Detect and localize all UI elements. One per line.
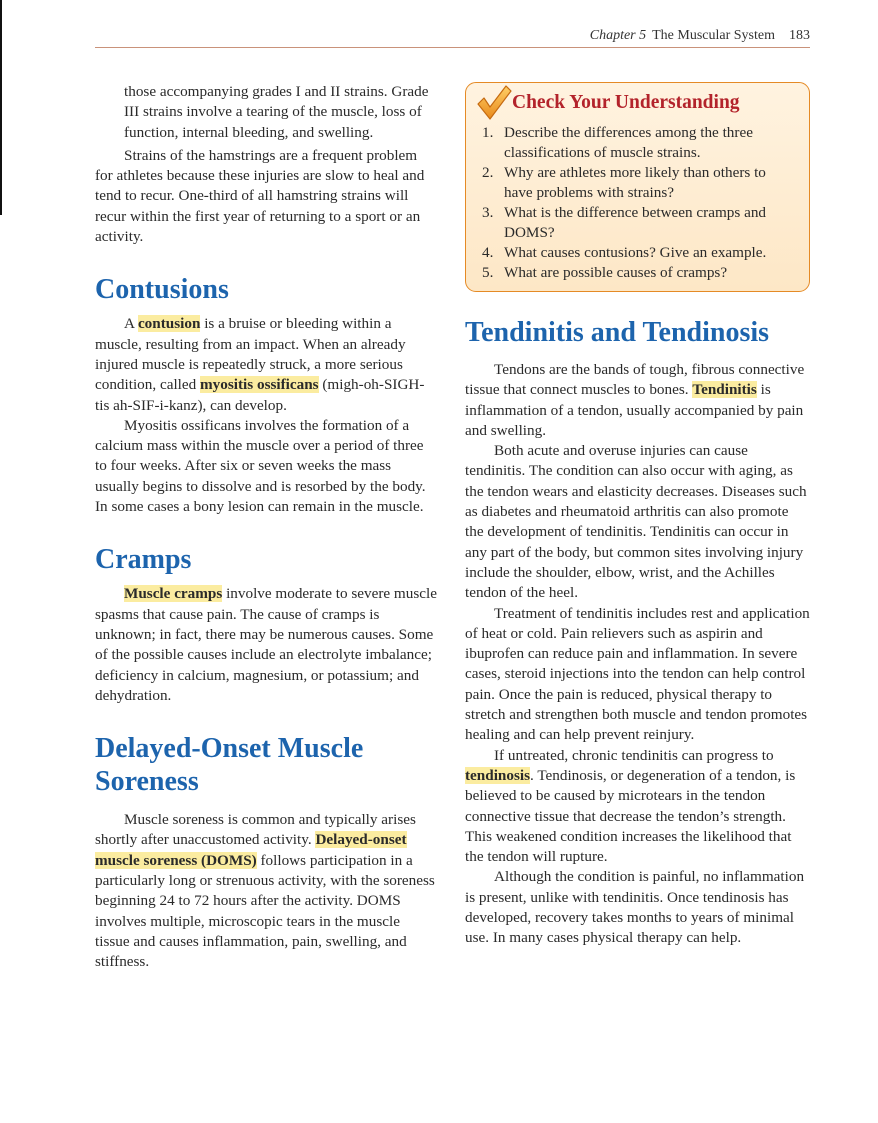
question-item [480,203,795,243]
check-your-understanding-box [465,82,810,292]
question-number: 3. [482,204,494,221]
question-text: What is the difference between cramps and DOMS? [504,204,767,241]
question-number: 1. [482,124,494,141]
left-column [95,82,438,973]
question-list [480,123,795,283]
contusion-paragraph [95,314,438,415]
cramps-heading: Cramps [95,544,192,576]
check-box-title [480,89,795,123]
question-number: 5. [482,264,494,281]
text-run: If untreated, chronic tendinitis can progress to [494,746,774,764]
tendinosis-recovery-paragraph: Although the condition is painful, no inflammation is present, unlike with tendinitis. Once tendinosis has developed, recovery takes months to years of minimal use. In many cases physical therapy can help. [465,868,805,947]
question-number: 4. [482,244,494,261]
tendons-paragraph [465,360,810,441]
hamstring-paragraph: Strains of the hamstrings are a frequent problem for athletes because these injuries are slow to heal and tend to recur. One-third of all hamstring strains will recur within the first year of returning to a sport or an activity. [95,146,425,246]
tendinitis-heading: Tendinitis and Tendinosis [465,317,770,348]
doms-heading: Delayed-Onset Muscle Soreness [95,733,364,798]
question-item [480,243,795,263]
term-contusion: contusion [137,315,201,333]
check-box-heading: Check Your Understanding [512,92,740,113]
chapter-label: Chapter 5 [589,28,647,43]
question-text: Why are athletes more likely than others to have problems with strains? [504,164,766,201]
running-header [95,28,810,48]
doms-paragraph [95,810,438,972]
margin-rule [0,0,2,215]
text-run: Tendons are the bands of tough, fibrous connective tissue that connect muscles to bones. [465,361,805,399]
term-doms: Delayed-onset muscle soreness (DOMS) [95,831,407,869]
text-run: follows participation in a particularly long or strenuous activity, with the soreness beginning 24 to 72 hours after the activity. DOMS involves multiple, microscopic tears in the muscle tissue and causes inflammation, pain, swelling, and stiffness. [95,851,435,971]
term-muscle-cramps: Muscle cramps [124,585,223,603]
contusions-heading: Contusions [95,274,229,306]
term-tendinosis: tendinosis [465,766,530,784]
checkmark-icon [473,83,513,123]
chapter-title: The Muscular System [652,28,775,43]
question-item [480,123,795,163]
text-run: (migh-oh-SIGH-tis ah-SIF-i-kanz), can develop. [95,376,425,414]
question-item [480,163,795,203]
header-divider [95,47,810,48]
term-tendinitis: Tendinitis [692,381,757,399]
question-number: 2. [482,164,494,181]
text-run: A [124,315,138,333]
myositis-paragraph: Myositis ossificans involves the formation of a calcium mass within the muscle over a period of three to four weeks. After six or seven weeks the mass usually begins to dissolve and is resorbed by the body. In some cases a bony lesion can remain in the muscle. [95,416,426,516]
term-myositis-ossificans: myositis ossificans [200,376,319,394]
text-run: involve moderate to severe muscle spasms that cause pain. The cause of cramps is unknown; in fact, there may be numerous causes. Some of the possible causes include an electrolyte imbalance; deficiency in calcium, magnesium, or potassium; and dehydration. [95,585,437,704]
text-run: . Tendinosis, or degeneration of a tendon, is believed to be caused by microtears in the tendon connective tissue that decrease the tendon’s strength. This weakened condition increases the likelihood that the tendon will rupture. [465,766,796,866]
tendinitis-treatment-paragraph: Treatment of tendinitis includes rest and application of heat or cold. Pain relievers such as aspirin and ibuprofen can reduce pain and inflammation. In severe cases, steroid injections into the tendon can help control pain. Once the pain is reduced, physical therapy to stretch and strengthen both muscle and tendon promotes healing and can help prevent reinjury. [465,604,810,744]
question-text: What causes contusions? Give an example. [504,244,767,261]
question-text: Describe the differences among the three classifications of muscle strains. [504,124,753,161]
page-number: 183 [789,28,810,43]
strain-grades-paragraph: those accompanying grades I and II strains. Grade III strains involve a tearing of the muscle, loss of function, internal bleeding, and swelling. [124,83,429,141]
text-run: is inflammation of a tendon, usually accompanied by pain and swelling. [465,381,804,439]
question-text: What are possible causes of cramps? [504,264,728,281]
question-item [480,263,795,283]
tendinitis-causes-paragraph: Both acute and overuse injuries can cause tendinitis. The condition can also occur with aging, as the tendon wears and elasticity decreases. Diseases such as diabetes and rheumatoid arthritis can also promote the development of tendinitis. Tendinitis can occur in any part of the body, but common sites involving injury include the shoulder, elbow, wrist, and the Achilles tendon of the heel. [465,442,807,602]
cramps-paragraph [95,584,438,706]
text-run: is a bruise or bleeding within a muscle, resulting from an impact. When an already injured muscle is repeatedly struck, a more serious condition, called [95,315,406,394]
right-column [465,82,810,949]
tendinosis-paragraph [465,746,810,868]
text-run: Muscle soreness is common and typically arises shortly after unaccustomed activity. [95,811,416,849]
